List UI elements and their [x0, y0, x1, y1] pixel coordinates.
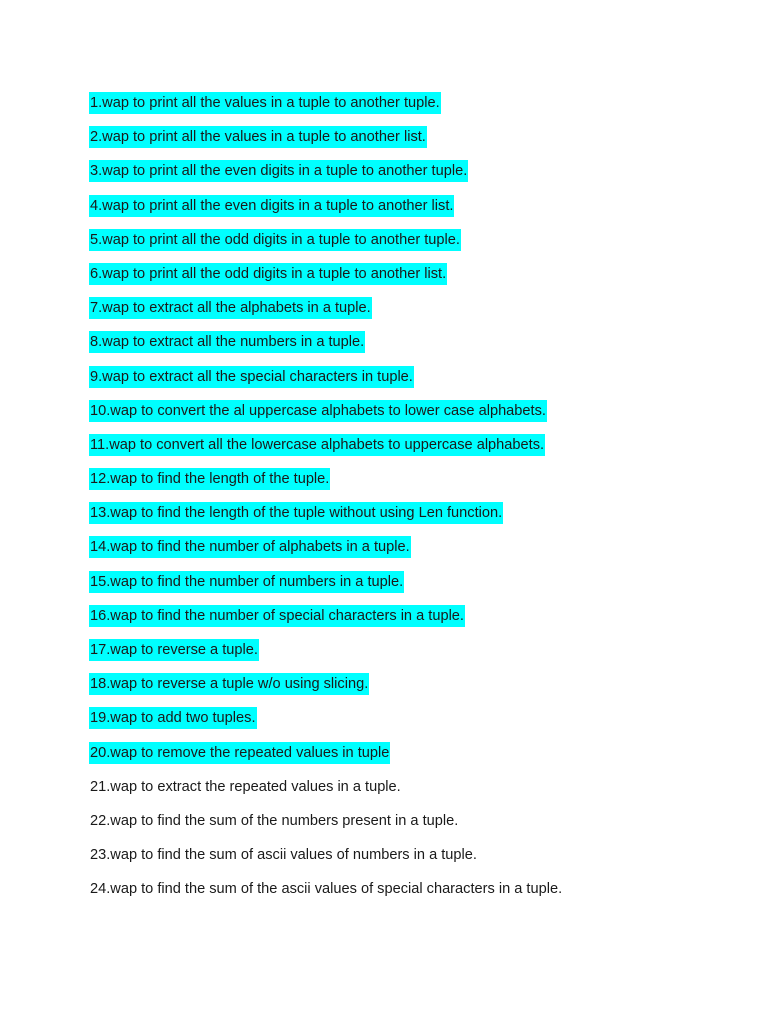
highlighted-question-text: 17.wap to reverse a tuple.	[89, 639, 259, 661]
highlighted-question-text: 15.wap to find the number of numbers in a tuple.	[89, 571, 404, 593]
highlighted-question-text: 11.wap to convert all the lowercase alphabets to uppercase alphabets.	[89, 434, 545, 456]
question-line	[89, 366, 563, 400]
highlighted-question-text: 16.wap to find the number of special characters in a tuple.	[89, 605, 465, 627]
question-text: 24.wap to find the sum of the ascii values of special characters in a tuple.	[90, 881, 563, 898]
highlighted-question-text: 8.wap to extract all the numbers in a tuple.	[89, 331, 365, 353]
question-line	[89, 195, 563, 229]
question-text: 21.wap to extract the repeated values in a tuple.	[90, 778, 401, 795]
question-text: 23.wap to find the sum of ascii values of numbers in a tuple.	[90, 847, 477, 864]
question-line	[89, 707, 563, 741]
question-list	[89, 92, 563, 913]
highlighted-question-text: 20.wap to remove the repeated values in tuple	[89, 742, 390, 764]
question-line	[89, 536, 563, 570]
question-line	[89, 605, 563, 639]
highlighted-question-text: 4.wap to print all the even digits in a tuple to another list.	[89, 195, 454, 217]
highlighted-question-text: 18.wap to reverse a tuple w/o using slicing.	[89, 673, 369, 695]
question-line	[89, 742, 563, 776]
highlighted-question-text: 13.wap to find the length of the tuple without using Len function.	[89, 502, 503, 524]
question-line	[89, 229, 563, 263]
question-line	[89, 810, 563, 844]
highlighted-question-text: 3.wap to print all the even digits in a tuple to another tuple.	[89, 160, 468, 182]
question-text: 22.wap to find the sum of the numbers present in a tuple.	[90, 812, 459, 829]
question-line	[89, 878, 563, 912]
highlighted-question-text: 12.wap to find the length of the tuple.	[89, 468, 330, 490]
question-line	[89, 776, 563, 810]
highlighted-question-text: 9.wap to extract all the special characters in tuple.	[89, 366, 414, 388]
highlighted-question-text: 1.wap to print all the values in a tuple to another tuple.	[89, 92, 441, 114]
question-line	[89, 502, 563, 536]
question-line	[89, 160, 563, 194]
question-line	[89, 331, 563, 365]
question-line	[89, 673, 563, 707]
question-line	[89, 400, 563, 434]
highlighted-question-text: 7.wap to extract all the alphabets in a tuple.	[89, 297, 372, 319]
highlighted-question-text: 10.wap to convert the al uppercase alphabets to lower case alphabets.	[89, 400, 547, 422]
question-line	[89, 844, 563, 878]
highlighted-question-text: 19.wap to add two tuples.	[89, 707, 257, 729]
question-line	[89, 297, 563, 331]
question-line	[89, 126, 563, 160]
question-line	[89, 639, 563, 673]
question-line	[89, 571, 563, 605]
question-line	[89, 263, 563, 297]
question-line	[89, 468, 563, 502]
highlighted-question-text: 5.wap to print all the odd digits in a tuple to another tuple.	[89, 229, 461, 251]
highlighted-question-text: 14.wap to find the number of alphabets in a tuple.	[89, 536, 411, 558]
highlighted-question-text: 6.wap to print all the odd digits in a tuple to another list.	[89, 263, 447, 285]
question-line	[89, 434, 563, 468]
highlighted-question-text: 2.wap to print all the values in a tuple to another list.	[89, 126, 427, 148]
question-line	[89, 92, 563, 126]
